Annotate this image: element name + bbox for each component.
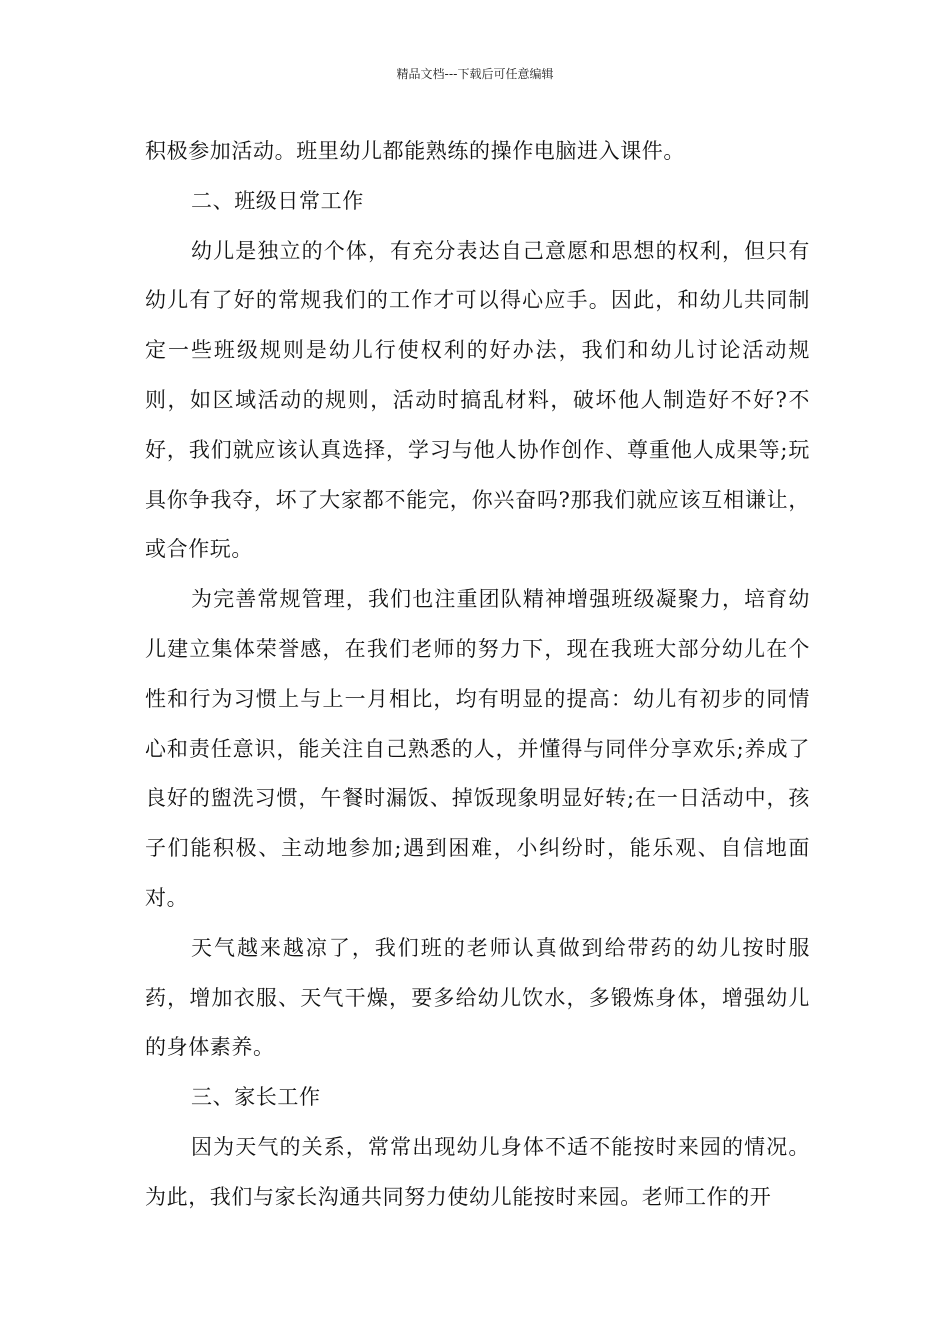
page-header: 精品文档---下载后可任意编辑 [396, 67, 554, 81]
paragraph-routine-management: 为完善常规管理，我们也注重团队精神增强班级凝聚力，培育幼儿建立集体荣誉感，在我们老师的努力下，现在我班大部分幼儿在个性和行为习惯上与上一月相比，均有明显的提高：幼儿有初步的同情心和责任意识，能关注自己熟悉的人，并懂得与同伴分享欢乐;养成了良好的盥洗习惯，午餐时漏饭、掉饭现象明显好转;在一日活动中，孩子们能积极、主动地参加;遇到困难，小纠纷时，能乐观、自信地面对。 [145, 587, 810, 910]
section-heading-parent-work: 三、家长工作 [191, 1085, 321, 1110]
paragraph-weather-care: 天气越来越凉了，我们班的老师认真做到给带药的幼儿按时服药，增加衣服、天气干燥，要多给幼儿饮水，多锻炼身体，增强幼儿的身体素养。 [145, 935, 810, 1060]
paragraph-parent-communication: 因为天气的关系，常常出现幼儿身体不适不能按时来园的情况。为此，我们与家长沟通共同努力使幼儿能按时来园。老师工作的开 [145, 1134, 810, 1209]
section-heading-class-daily-work: 二、班级日常工作 [191, 188, 364, 213]
document-body [145, 127, 810, 1223]
paragraph-class-rules: 幼儿是独立的个体，有充分表达自己意愿和思想的权利，但只有幼儿有了好的常规我们的工作才可以得心应手。因此，和幼儿共同制定一些班级规则是幼儿行使权利的好办法，我们和幼儿讨论活动规则，如区域活动的规则，活动时搞乱材料，破坏他人制造好不好?不好，我们就应该认真选择，学习与他人协作创作、尊重他人成果等;玩具你争我夺，坏了大家都不能完，你兴奋吗?那我们就应该互相谦让，或合作玩。 [145, 238, 810, 562]
paragraph-continuation: 积极参加活动。班里幼儿都能熟练的操作电脑进入课件。 [145, 139, 685, 163]
